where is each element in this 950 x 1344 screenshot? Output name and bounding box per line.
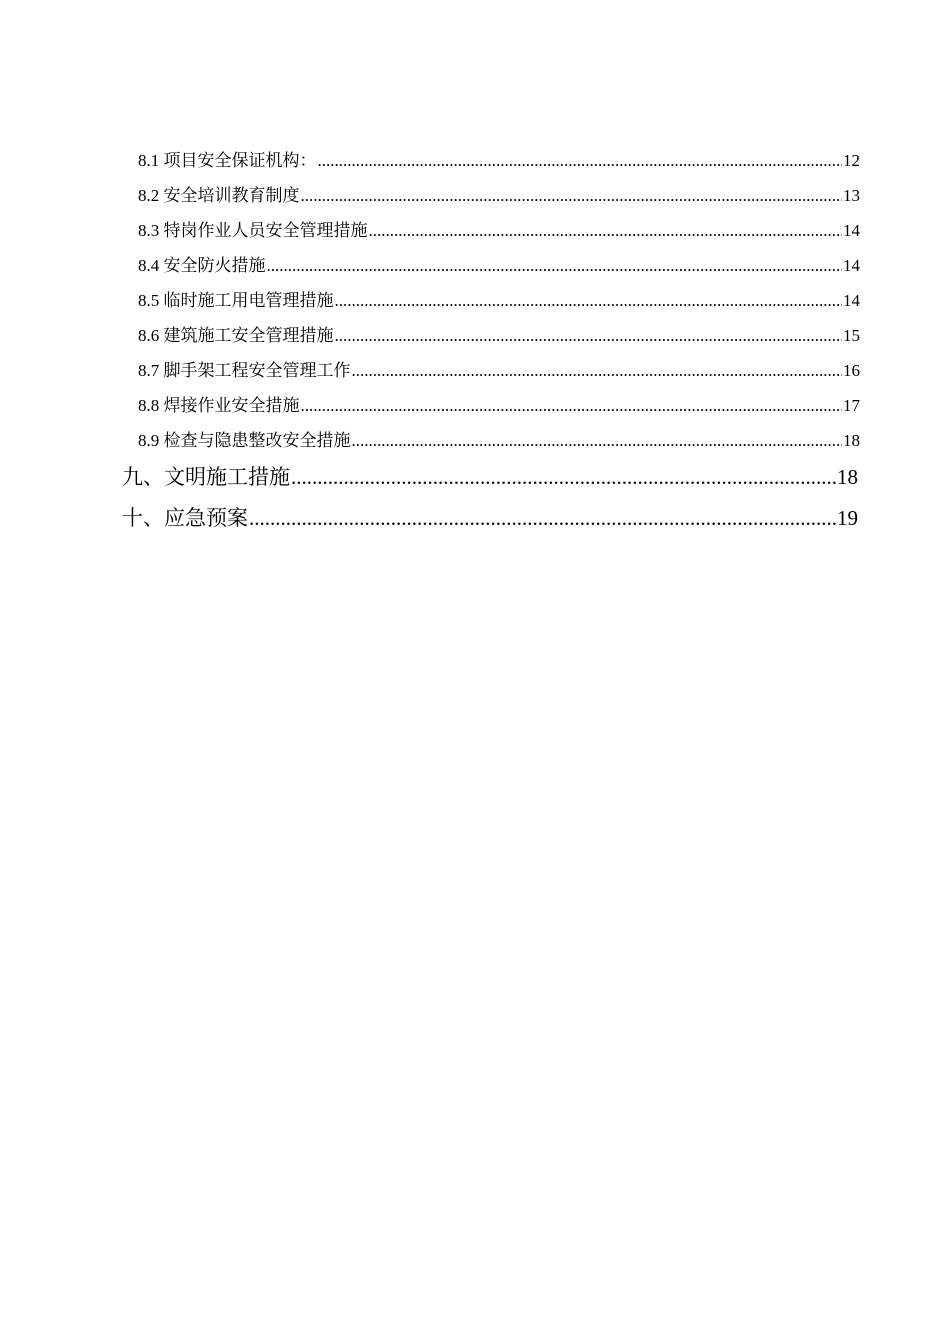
toc-dot-leader: [369, 221, 843, 241]
toc-entry-label: 十、应急预案: [122, 506, 248, 530]
toc-entry-section-9[interactable]: [122, 461, 858, 491]
toc-entry-8-2[interactable]: [138, 181, 860, 206]
toc-entry-label: 8.9 检查与隐患整改安全措施: [138, 431, 351, 450]
toc-entry-8-5[interactable]: [138, 286, 860, 311]
toc-page-number: 16: [843, 361, 860, 380]
toc-entry-label: 九、文明施工措施: [122, 465, 290, 489]
toc-entry-section-10[interactable]: [122, 502, 858, 532]
toc-page-number: 14: [843, 256, 860, 275]
toc-entry-8-3[interactable]: [138, 216, 860, 241]
toc-entry-label: 8.8 焊接作业安全措施: [138, 396, 300, 415]
toc-entry-8-9[interactable]: [138, 426, 860, 451]
toc-entry-8-7[interactable]: [138, 356, 860, 381]
toc-dot-leader: [352, 431, 843, 451]
toc-dot-leader: [335, 291, 843, 311]
toc-dot-leader: [267, 256, 843, 276]
toc-page-number: 12: [843, 151, 860, 170]
toc-page-number: 14: [843, 291, 860, 310]
toc-page-number: 13: [843, 186, 860, 205]
toc-entry-label: 8.1 项目安全保证机构：: [138, 151, 317, 170]
toc-dot-leader: [301, 396, 843, 416]
toc-dot-leader: [301, 186, 843, 206]
toc-entry-label: 8.2 安全培训教育制度: [138, 186, 300, 205]
toc-dot-leader: [335, 326, 843, 346]
toc-entry-label: 8.5 临时施工用电管理措施: [138, 291, 334, 310]
toc-entry-label: 8.7 脚手架工程安全管理工作: [138, 361, 351, 380]
toc-page-number: 14: [843, 221, 860, 240]
toc-page-number: 19: [837, 506, 858, 530]
toc-dot-leader: [249, 506, 836, 531]
toc-entry-label: 8.6 建筑施工安全管理措施: [138, 326, 334, 345]
toc-page-number: 18: [843, 431, 860, 450]
toc-page-number: 15: [843, 326, 860, 345]
toc-page-number: 17: [843, 396, 860, 415]
toc-entry-label: 8.3 特岗作业人员安全管理措施: [138, 221, 368, 240]
toc-entry-8-6[interactable]: [138, 321, 860, 346]
toc-entry-8-4[interactable]: [138, 251, 860, 276]
toc-entry-label: 8.4 安全防火措施: [138, 256, 266, 275]
toc-entry-8-1[interactable]: [138, 146, 860, 171]
toc-dot-leader: [352, 361, 843, 381]
toc-entry-8-8[interactable]: [138, 391, 860, 416]
toc-dot-leader: [291, 465, 836, 490]
toc-dot-leader: [318, 151, 843, 171]
toc-page-number: 18: [837, 465, 858, 489]
